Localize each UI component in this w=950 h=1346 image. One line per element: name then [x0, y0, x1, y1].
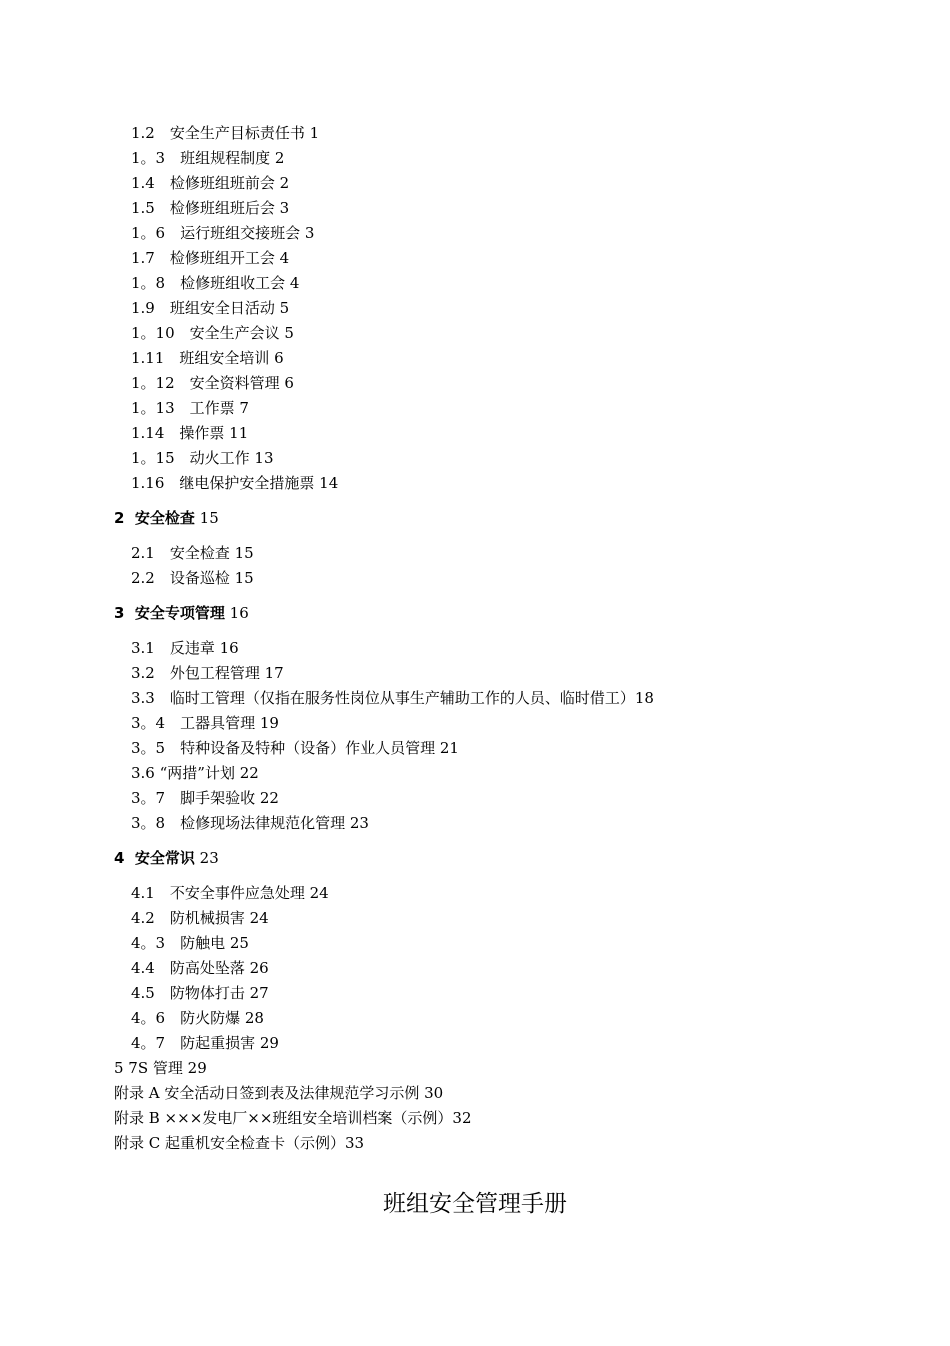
toc-entry[interactable]: 1.2 安全生产目标责任书 1 [131, 124, 320, 142]
toc-entry[interactable]: 1。15 动火工作 13 [131, 449, 274, 467]
toc-section-2[interactable] [0, 506, 950, 531]
section-heading: 3 安全专项管理 [114, 604, 225, 622]
toc-entry[interactable]: 1.5 检修班组班后会 3 [131, 199, 290, 217]
toc-entry[interactable]: 3.3 临时工管理（仅指在服务性岗位从事生产辅助工作的人员、临时借工）18 [131, 689, 654, 707]
toc-entry[interactable]: 3。4 工器具管理 19 [131, 714, 279, 732]
toc-entry[interactable]: 2.1 安全检查 15 [131, 544, 254, 562]
toc-entry[interactable]: 3.6 “两措”计划 22 [131, 764, 259, 782]
toc-entry[interactable]: 1.16 继电保护安全措施票 14 [131, 474, 339, 492]
toc-entry[interactable]: 1.11 班组安全培训 6 [131, 349, 284, 367]
toc-entry[interactable]: 1.9 班组安全日活动 5 [131, 299, 290, 317]
toc-entry[interactable]: 1.14 操作票 11 [131, 424, 249, 442]
section-page: 16 [224, 604, 249, 622]
toc-entry[interactable]: 4。6 防火防爆 28 [131, 1009, 264, 1027]
section-heading: 2 安全检查 [114, 509, 195, 527]
toc-section-4[interactable] [0, 846, 950, 871]
toc-entry[interactable]: 3。7 脚手架验收 22 [131, 789, 279, 807]
toc-entry[interactable]: 1。12 安全资料管理 6 [131, 374, 294, 392]
toc-entry[interactable]: 4.2 防机械损害 24 [131, 909, 269, 927]
toc-section-3[interactable] [0, 601, 950, 626]
toc-entry[interactable]: 1。8 检修班组收工会 4 [131, 274, 300, 292]
section-heading: 4 安全常识 [114, 849, 195, 867]
toc-entry[interactable]: 附录 C 起重机安全检查卡（示例）33 [114, 1134, 365, 1152]
toc-entry[interactable]: 4。7 防起重损害 29 [131, 1034, 279, 1052]
toc-entry[interactable]: 4.5 防物体打击 27 [131, 984, 269, 1002]
toc-entry[interactable]: 附录 B ×××发电厂××班组安全培训档案（示例）32 [114, 1109, 472, 1127]
document-title: 班组安全管理手册 [383, 1191, 567, 1217]
toc-entry[interactable]: 1。6 运行班组交接班会 3 [131, 224, 315, 242]
toc-entry[interactable]: 3.2 外包工程管理 17 [131, 664, 284, 682]
toc-entry[interactable]: 3。5 特种设备及特种（设备）作业人员管理 21 [131, 739, 459, 757]
toc-group-1 [0, 121, 950, 496]
section-page: 23 [194, 849, 219, 867]
toc-entry[interactable]: 1。3 班组规程制度 2 [131, 149, 285, 167]
toc-entry[interactable]: 1.4 检修班组班前会 2 [131, 174, 290, 192]
toc-entry[interactable]: 附录 A 安全活动日签到表及法律规范学习示例 30 [114, 1084, 444, 1102]
toc-entry[interactable]: 3。8 检修现场法律规范化管理 23 [131, 814, 369, 832]
section-page: 15 [194, 509, 219, 527]
toc-entry[interactable]: 3.1 反违章 16 [131, 639, 239, 657]
toc-group-3 [0, 636, 950, 836]
toc-entry[interactable]: 2.2 设备巡检 15 [131, 569, 254, 587]
toc-entry[interactable]: 4。3 防触电 25 [131, 934, 249, 952]
toc-entry[interactable]: 1。10 安全生产会议 5 [131, 324, 294, 342]
toc-tail [0, 1056, 950, 1156]
toc-group-2 [0, 541, 950, 591]
toc-entry[interactable]: 1.7 检修班组开工会 4 [131, 249, 290, 267]
toc-entry[interactable]: 1。13 工作票 7 [131, 399, 249, 417]
toc-group-4 [0, 881, 950, 1056]
toc-entry[interactable]: 5 7S 管理 29 [114, 1059, 207, 1077]
table-of-contents [0, 121, 950, 1156]
toc-entry[interactable]: 4.4 防高处坠落 26 [131, 959, 269, 977]
toc-entry[interactable]: 4.1 不安全事件应急处理 24 [131, 884, 329, 902]
